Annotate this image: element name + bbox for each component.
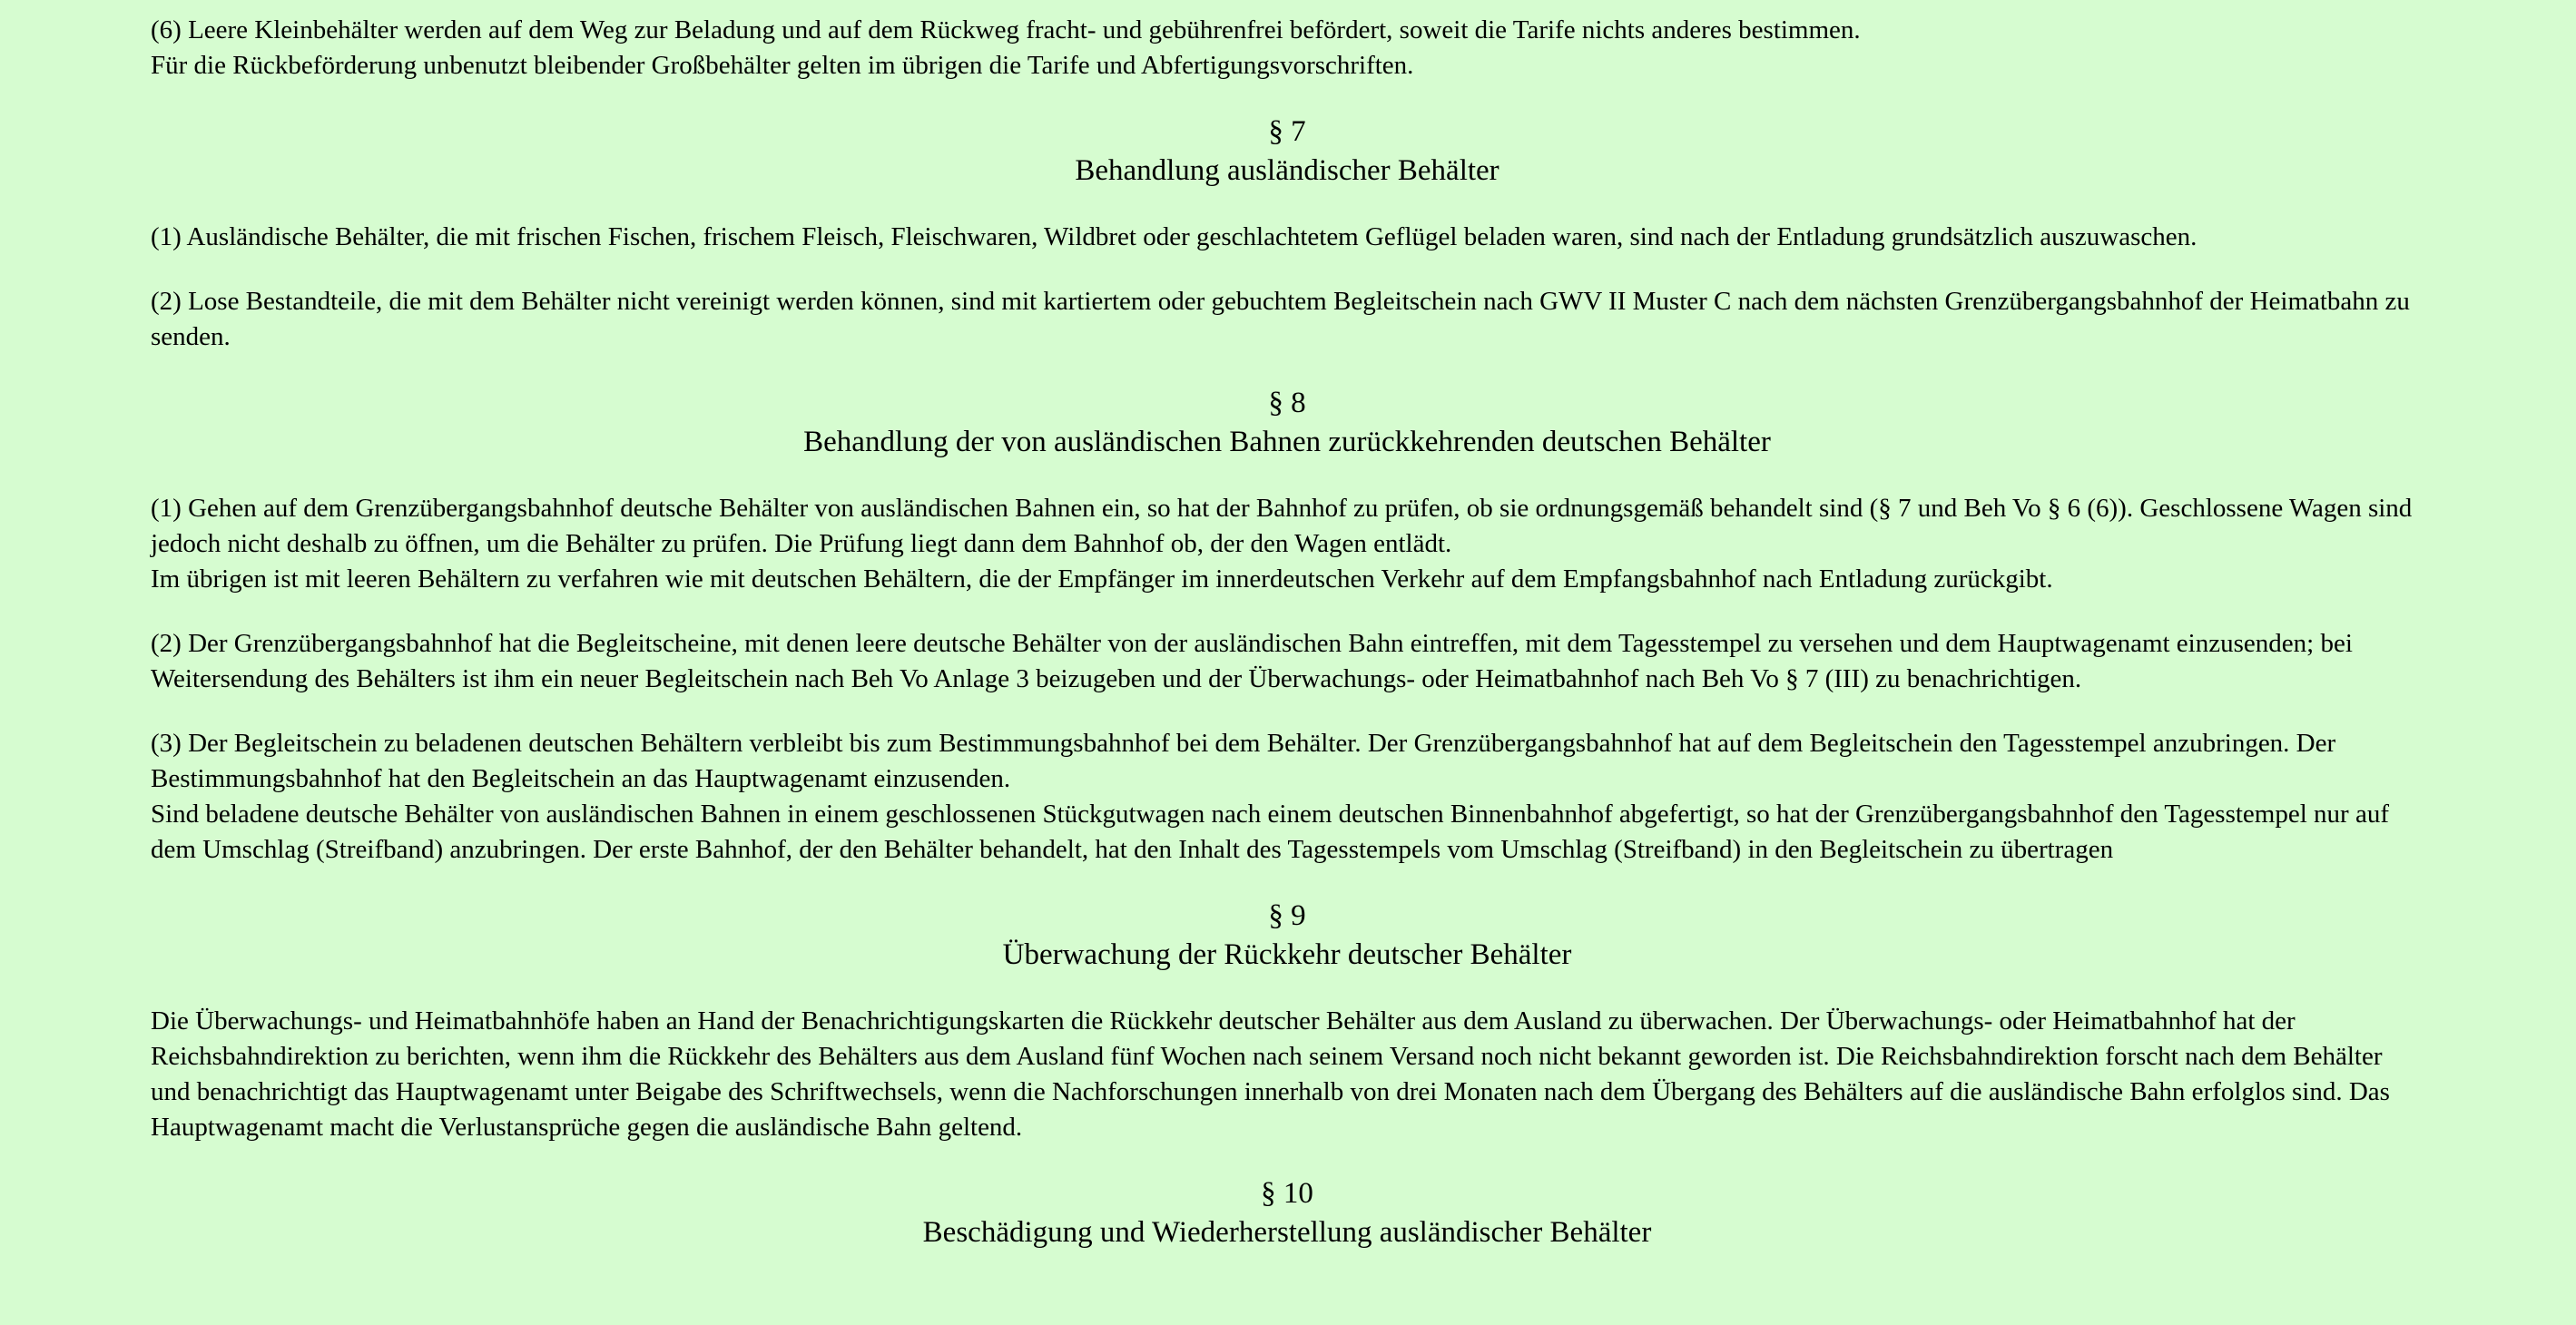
section-8-paragraph-3-part-a: (3) Der Begleitschein zu beladenen deutschen Behältern verbleibt bis zum Bestimmungsbahnhof bei dem Behälter. Der Grenzübergangsbahnhof hat auf dem Begleitschein den Tagesstempel anzubringen. Der Bestimmungsbahnhof hat den Begleitschein an das Hauptwagenamt einzusenden.: [151, 729, 2336, 793]
section-8-paragraph-1-part-a: (1) Gehen auf dem Grenzübergangsbahnhof deutsche Behälter von ausländischen Bahnen ein, so hat der Bahnhof zu prüfen, ob sie ordnungsgemäß behandelt sind (§ 7 und Beh Vo § 6 (6)). Geschlossene Wagen sind jedoch nicht deshalb zu öffnen, um die Behälter zu prüfen. Die Prüfung liegt dann dem Bahnhof ob, der den Wagen entlädt.: [151, 494, 2413, 558]
section-8-title: Behandlung der von ausländischen Bahnen zurückkehrenden deutschen Behälter: [803, 426, 1771, 458]
section-8-paragraph-3-part-b: Sind beladene deutsche Behälter von ausländischen Bahnen in einem geschlossenen Stückgutwagen nach einem deutschen Binnenbahnhof abgefertigt, so hat der Grenzübergangsbahnhof den Tagesstempel nur auf dem Umschlag (Streifband) anzubringen. Der erste Bahnhof, der den Behälter behandelt, hat den Inhalt des Tagesstempels vom Umschlag (Streifband) in den Begleitschein zu übertragen: [151, 800, 2389, 864]
section-7-number: § 7: [1268, 115, 1306, 148]
section-9-paragraph-1: Die Überwachungs- und Heimatbahnhöfe haben an Hand der Benachrichtigungskarten die Rückkehr deutscher Behälter aus dem Ausland zu überwachen. Der Überwachungs- oder Heimatbahnhof hat der Reichsbahndirektion zu berichten, wenn ihm die Rückkehr des Behälters aus dem Ausland fünf Wochen nach seinem Versand noch nicht bekannt geworden ist. Die Reichsbahndirektion forscht nach dem Behälter und benachrichtigt das Hauptwagenamt unter Beigabe des Schriftwechsels, wenn die Nachforschungen innerhalb von drei Monaten nach dem Übergang des Behälters auf die ausländische Bahn erfolglos sind. Das Hauptwagenamt macht die Verlustansprüche gegen die ausländische Bahn geltend.: [151, 1006, 2390, 1142]
section-8-paragraph-3: [151, 726, 2424, 868]
section-7-heading: [151, 113, 2424, 191]
paragraph-6: [151, 13, 2424, 83]
section-9-title: Überwachung der Rückkehr deutscher Behälter: [1002, 938, 1572, 971]
section-9-heading: [151, 897, 2424, 975]
section-7-title: Behandlung ausländischer Behälter: [1075, 154, 1499, 187]
section-8-heading: [151, 384, 2424, 462]
paragraph-6-line-1: (6) Leere Kleinbehälter werden auf dem Weg zur Beladung und auf dem Rückweg fracht- und gebührenfrei befördert, soweit die Tarife nichts anderes bestimmen.: [151, 15, 1861, 44]
section-10-title: Beschädigung und Wiederherstellung ausländischer Behälter: [922, 1216, 1652, 1249]
section-10-number: § 10: [1261, 1177, 1313, 1210]
section-10-heading: [151, 1174, 2424, 1252]
section-8-paragraph-1: [151, 491, 2424, 597]
section-7-paragraph-1: (1) Ausländische Behälter, die mit frischen Fischen, frischem Fleisch, Fleischwaren, Wildbret oder geschlachtetem Geflügel beladen waren, sind nach der Entladung grundsätzlich auszuwaschen.: [151, 222, 2197, 251]
section-8-number: § 8: [1268, 387, 1306, 419]
section-8-paragraph-2: (2) Der Grenzübergangsbahnhof hat die Begleitscheine, mit denen leere deutsche Behälter von der ausländischen Bahn eintreffen, mit dem Tagesstempel zu versehen und dem Hauptwagenamt einzusenden; bei Weitersendung des Behälters ist ihm ein neuer Begleitschein nach Beh Vo Anlage 3 beizugeben und der Überwachungs- oder Heimatbahnhof nach Beh Vo § 7 (III) zu benachrichtigen.: [151, 629, 2353, 693]
section-9-number: § 9: [1268, 899, 1306, 932]
section-7-paragraph-2: (2) Lose Bestandteile, die mit dem Behälter nicht vereinigt werden können, sind mit kartiertem oder gebuchtem Begleitschein nach GWV II Muster C nach dem nächsten Grenzübergangsbahnhof der Heimatbahn zu senden.: [151, 287, 2410, 351]
paragraph-6-line-2: Für die Rückbeförderung unbenutzt bleibender Großbehälter gelten im übrigen die Tarife und Abfertigungsvorschriften.: [151, 51, 1414, 80]
section-8-paragraph-1-part-b: Im übrigen ist mit leeren Behältern zu verfahren wie mit deutschen Behältern, die der Empfänger im innerdeutschen Verkehr auf dem Empfangsbahnhof nach Entladung zurückgibt.: [151, 564, 2053, 594]
document-page: [151, 13, 2424, 1281]
